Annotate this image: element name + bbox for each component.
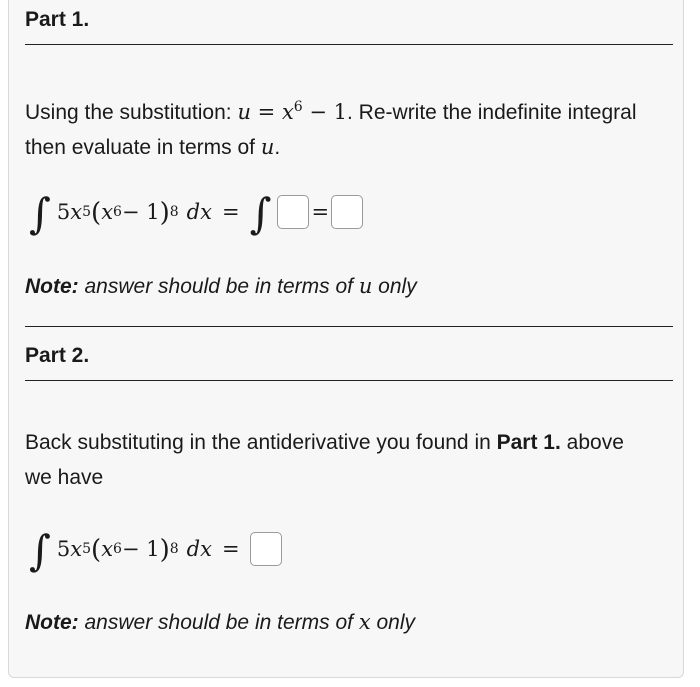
part1-title: Part 1. [25, 8, 90, 31]
sub-exponent: 6 [293, 99, 303, 115]
sub-minus-one: − 1 [302, 100, 348, 124]
inner-var-x: x [101, 200, 114, 224]
part1-equation: ∫ 5 x 5 ( x 6 − 1 ) 8 dx = ∫ = [29, 184, 363, 240]
note-end-2: only [370, 611, 416, 634]
answer-box-antiderivative-u[interactable] [331, 195, 363, 229]
part1-bottom-divider [25, 326, 673, 327]
sub-var-x: x [281, 100, 294, 124]
part2-note [25, 610, 415, 635]
close-paren-2: ) [159, 535, 170, 565]
close-paren: ) [159, 198, 170, 228]
var-x: x [70, 200, 83, 224]
equals-sign-2: = [221, 537, 240, 561]
inner-var-x-2: x [101, 537, 114, 561]
answer-box-antiderivative-x[interactable] [250, 532, 282, 566]
part2-text-bold: Part 1. [496, 431, 561, 454]
var-x-2: x [70, 537, 83, 561]
note-text-2: answer should be in terms of [78, 611, 359, 634]
dx-2: dx [186, 537, 212, 561]
instruction-var: u [260, 135, 275, 159]
inner-minus-one: − 1 [121, 200, 160, 224]
part2-text [25, 425, 655, 495]
coefficient: 5 [56, 200, 71, 224]
part1-instruction [25, 90, 655, 165]
equals-sign: = [221, 200, 240, 224]
note-var-u: u [358, 274, 373, 298]
integral-sign-2: ∫ [249, 189, 272, 238]
note-end: only [372, 275, 417, 298]
question-card [8, 0, 684, 678]
open-paren: ( [91, 198, 102, 228]
note-text: answer should be in terms of [78, 275, 359, 298]
part2-text-suffix: above we have [25, 431, 624, 489]
dx: dx [186, 200, 212, 224]
integral-sign-3: ∫ [29, 526, 51, 575]
note-var-x: x [358, 610, 371, 634]
answer-box-integrand-u[interactable] [277, 195, 309, 229]
part1-note [25, 274, 417, 299]
sub-equals: = [250, 100, 282, 124]
open-paren-2: ( [91, 535, 102, 565]
instruction-text: Using the substitution: [25, 101, 238, 124]
inner-minus-one-2: − 1 [121, 537, 160, 561]
part2-text-prefix: Back substituting in the antiderivative you found in [25, 431, 497, 454]
part2-divider [25, 380, 673, 381]
part1-divider [25, 44, 673, 45]
coefficient-2: 5 [56, 537, 71, 561]
instruction-end: . [274, 136, 281, 159]
note-label-2: Note: [25, 611, 79, 634]
sub-var-u: u [237, 100, 251, 124]
integral-sign: ∫ [29, 189, 51, 238]
mid-equals-sign: = [311, 200, 330, 224]
note-label: Note: [25, 275, 79, 298]
part2-title: Part 2. [25, 344, 90, 367]
instruction-suffix: . Re-write the indefinite integral then evaluate in terms of [25, 101, 637, 159]
part2-equation: ∫ 5 x 5 ( x 6 − 1 ) 8 dx = [29, 521, 282, 577]
